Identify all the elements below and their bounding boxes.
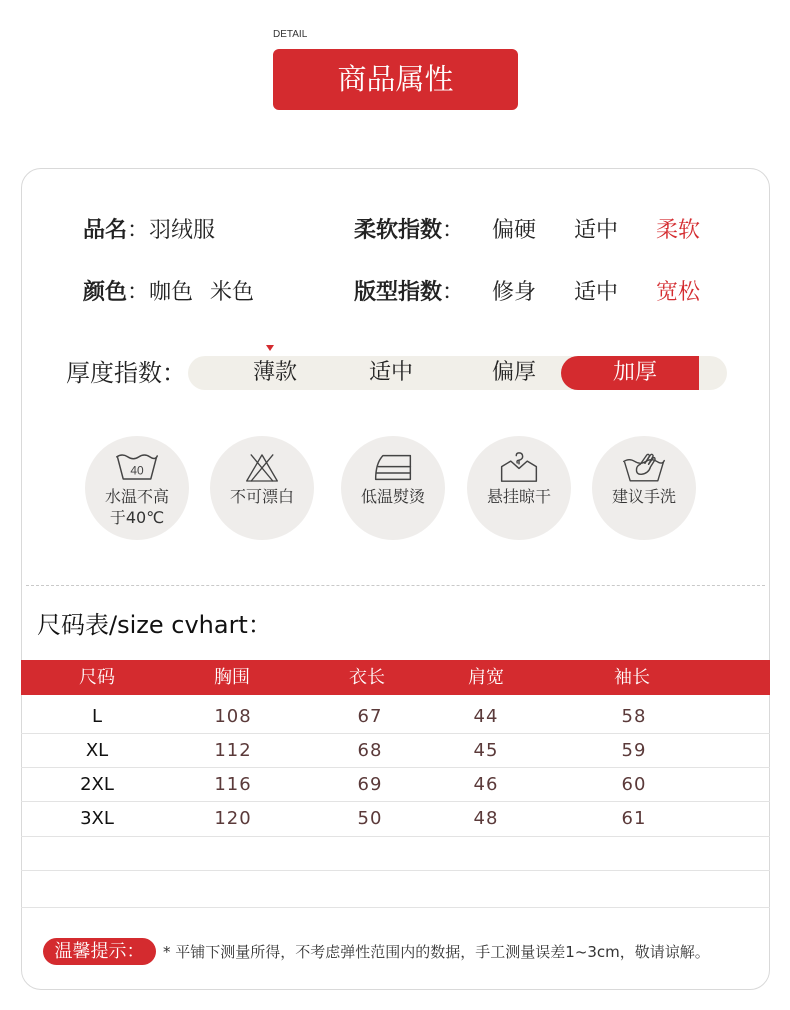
care-item-wash [85, 436, 189, 540]
softness-attr [354, 216, 464, 246]
thickness-label: 厚度指数： [66, 359, 186, 387]
cell-chest: 112 [214, 740, 252, 761]
product-name-sep: ： [127, 218, 150, 243]
wash-temp-text: 40 [130, 463, 144, 478]
product-name-value: 羽绒服 [149, 218, 216, 243]
row-divider [21, 907, 770, 908]
cell-length: 68 [357, 740, 383, 761]
softness-option-medium: 适中 [574, 218, 619, 243]
care-item-dry [467, 436, 571, 540]
cell-chest: 120 [214, 808, 252, 829]
care-text-line: 于40℃ [109, 508, 165, 527]
softness-option-soft: 柔软 [656, 218, 701, 243]
product-name-label: 品名 [83, 218, 128, 243]
softness-option-hard: 偏硬 [492, 218, 537, 243]
care-text [467, 486, 571, 507]
thickness-option-thin: 薄款 [252, 360, 297, 385]
cell-chest: 108 [214, 706, 252, 727]
cell-size: 2XL [80, 774, 114, 795]
fit-option-loose: 宽松 [656, 280, 701, 305]
care-item-bleach [210, 436, 314, 540]
care-text-line: 悬挂晾干 [486, 487, 551, 506]
cell-sleeve: 58 [621, 706, 647, 727]
dashed-divider [26, 585, 765, 586]
fit-attr [354, 278, 464, 308]
care-text-line: 不可漂白 [229, 487, 294, 506]
thickness-option-thick: 偏厚 [491, 360, 536, 385]
care-text [210, 486, 314, 507]
cell-size: XL [85, 740, 109, 761]
size-chart-title: 尺码表/size cvhart： [37, 611, 272, 639]
title-banner [273, 49, 518, 110]
care-item-handwash [592, 436, 696, 540]
fit-option-slim: 修身 [492, 280, 537, 305]
care-text [592, 486, 696, 507]
thickness-option-medium: 适中 [368, 360, 413, 385]
fit-sep: ： [442, 280, 465, 305]
color-value-1: 咖色 [149, 280, 194, 305]
care-item-iron [341, 436, 445, 540]
cell-size: 3XL [80, 808, 114, 829]
row-divider [21, 836, 770, 837]
softness-sep: ： [442, 218, 465, 243]
section-title: 商品属性 [337, 62, 454, 96]
detail-label: DETAIL [273, 29, 308, 40]
row-divider [21, 733, 770, 734]
thickness-option-extra-thick: 加厚 [561, 356, 699, 390]
column-header-length: 衣长 [349, 667, 385, 688]
cell-length: 67 [357, 706, 383, 727]
hang-dry-icon [467, 448, 571, 486]
column-header-chest: 胸围 [214, 667, 250, 688]
color-value-2: 米色 [210, 280, 255, 305]
cell-length: 50 [357, 808, 383, 829]
cell-shoulder: 45 [473, 740, 499, 761]
wash-40-icon [85, 448, 189, 486]
product-name-attr [83, 216, 215, 246]
color-attr [83, 278, 254, 308]
cell-shoulder: 48 [473, 808, 499, 829]
column-header-sleeve: 袖长 [614, 667, 650, 688]
column-header-size: 尺码 [79, 667, 115, 688]
low-iron-icon [341, 448, 445, 486]
color-label: 颜色 [83, 280, 128, 305]
color-sep: ： [127, 280, 150, 305]
fit-option-regular: 适中 [574, 280, 619, 305]
cell-sleeve: 61 [621, 808, 647, 829]
no-bleach-icon [210, 448, 314, 486]
care-text-line: 水温不高 [104, 487, 169, 506]
row-divider [21, 767, 770, 768]
tip-text: * 平铺下测量所得，不考虑弹性范围内的数据，手工测量误差1~3cm，敬请谅解。 [163, 943, 710, 961]
fit-label: 版型指数 [354, 280, 443, 305]
row-divider [21, 870, 770, 871]
column-header-shoulder: 肩宽 [468, 667, 504, 688]
row-divider [21, 801, 770, 802]
cell-chest: 116 [214, 774, 252, 795]
tip-badge: 温馨提示： [43, 938, 156, 965]
cell-shoulder: 44 [473, 706, 499, 727]
cell-shoulder: 46 [473, 774, 499, 795]
hand-wash-icon [592, 448, 696, 486]
cell-sleeve: 60 [621, 774, 647, 795]
cell-sleeve: 59 [621, 740, 647, 761]
care-text-line: 建议手洗 [611, 487, 676, 506]
care-text [341, 486, 445, 507]
care-text-line: 低温熨烫 [360, 487, 425, 506]
softness-label: 柔软指数 [354, 218, 443, 243]
cell-length: 69 [357, 774, 383, 795]
care-text [85, 486, 189, 528]
cell-size: L [91, 706, 103, 727]
thickness-marker [266, 345, 274, 351]
